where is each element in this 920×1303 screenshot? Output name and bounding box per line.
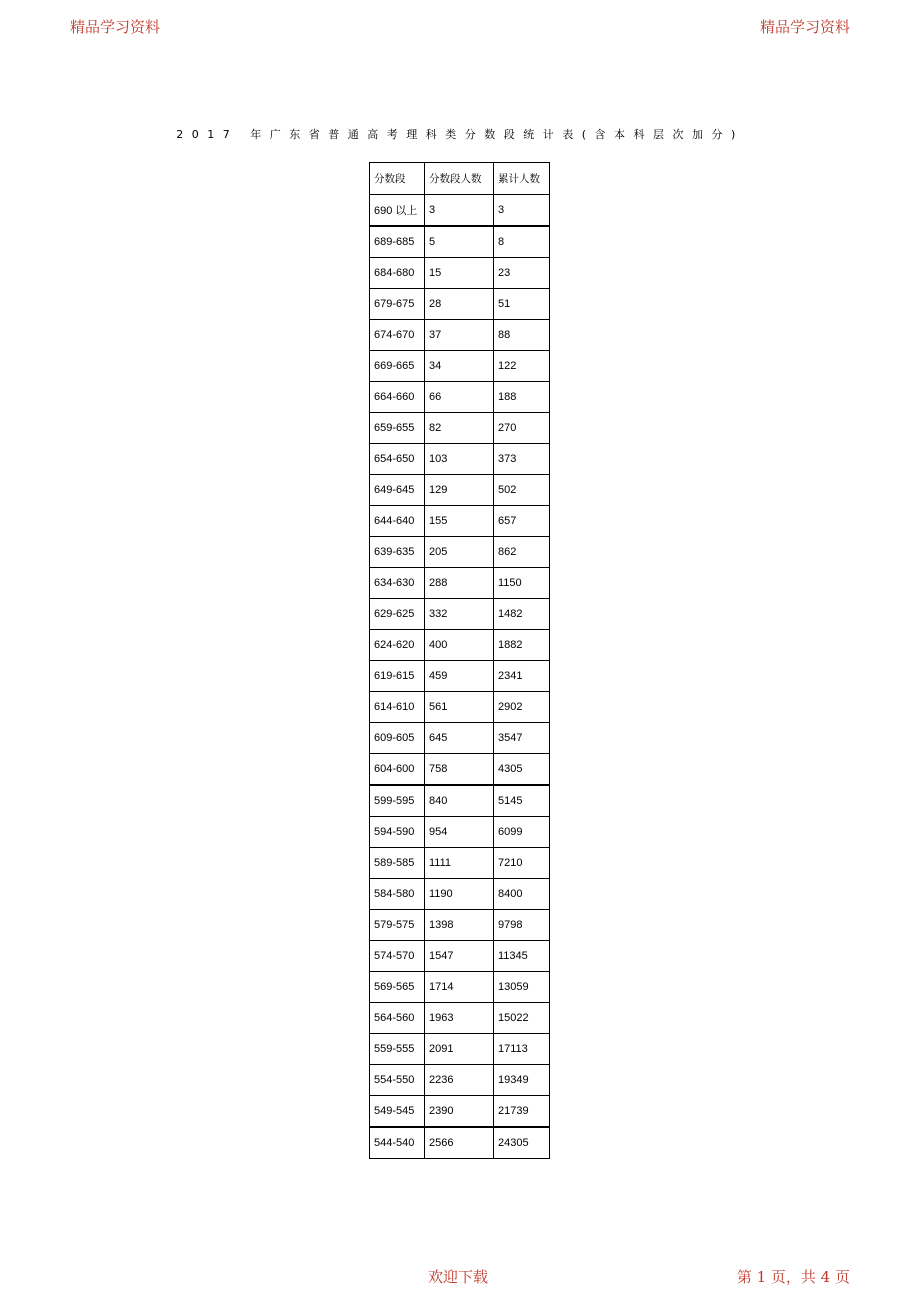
header-watermark-right: 精品学习资料 xyxy=(759,18,850,36)
table-row xyxy=(370,568,550,599)
cell-count: 82 xyxy=(425,413,494,444)
table-body xyxy=(370,195,550,1159)
cell-score-range: 609-605 xyxy=(370,723,425,754)
cell-score-range: 564-560 xyxy=(370,1003,425,1034)
cell-cumulative: 3547 xyxy=(494,723,550,754)
table-row xyxy=(370,226,550,258)
table-row xyxy=(370,972,550,1003)
cell-cumulative: 51 xyxy=(494,289,550,320)
table-row xyxy=(370,1034,550,1065)
cell-cumulative: 8400 xyxy=(494,879,550,910)
cell-cumulative: 8 xyxy=(494,226,550,258)
cell-count: 205 xyxy=(425,537,494,568)
cell-score-range: 614-610 xyxy=(370,692,425,723)
table-row xyxy=(370,320,550,351)
cell-count: 1547 xyxy=(425,941,494,972)
cell-cumulative: 23 xyxy=(494,258,550,289)
table-row xyxy=(370,817,550,848)
column-header-cumulative: 累计人数 xyxy=(494,163,550,195)
cell-count: 34 xyxy=(425,351,494,382)
cell-score-range: 624-620 xyxy=(370,630,425,661)
cell-count: 288 xyxy=(425,568,494,599)
cell-cumulative: 7210 xyxy=(494,848,550,879)
footer-page-number: 第 1 页，共 4 页 xyxy=(736,1268,850,1286)
table-row xyxy=(370,599,550,630)
table-row xyxy=(370,475,550,506)
cell-count: 954 xyxy=(425,817,494,848)
table-row xyxy=(370,195,550,227)
table-row xyxy=(370,351,550,382)
cell-cumulative: 188 xyxy=(494,382,550,413)
cell-cumulative: 1482 xyxy=(494,599,550,630)
cell-count: 103 xyxy=(425,444,494,475)
cell-cumulative: 270 xyxy=(494,413,550,444)
cell-cumulative: 15022 xyxy=(494,1003,550,1034)
cell-count: 1714 xyxy=(425,972,494,1003)
cell-count: 758 xyxy=(425,754,494,786)
table-row xyxy=(370,1065,550,1096)
cell-count: 2091 xyxy=(425,1034,494,1065)
cell-count: 561 xyxy=(425,692,494,723)
cell-count: 332 xyxy=(425,599,494,630)
cell-count: 155 xyxy=(425,506,494,537)
cell-count: 1111 xyxy=(425,848,494,879)
cell-cumulative: 21739 xyxy=(494,1096,550,1128)
cell-cumulative: 11345 xyxy=(494,941,550,972)
cell-cumulative: 3 xyxy=(494,195,550,227)
cell-score-range: 679-675 xyxy=(370,289,425,320)
score-distribution-table xyxy=(369,162,550,1159)
cell-cumulative: 502 xyxy=(494,475,550,506)
cell-count: 66 xyxy=(425,382,494,413)
document-title: 2017 年广东省普通高考理科类分数段统计表(含本科层次加分) xyxy=(176,128,744,141)
cell-cumulative: 122 xyxy=(494,351,550,382)
table-row xyxy=(370,941,550,972)
cell-cumulative: 657 xyxy=(494,506,550,537)
cell-score-range: 639-635 xyxy=(370,537,425,568)
cell-cumulative: 2902 xyxy=(494,692,550,723)
cell-count: 5 xyxy=(425,226,494,258)
cell-score-range: 574-570 xyxy=(370,941,425,972)
cell-score-range: 599-595 xyxy=(370,785,425,817)
table-row xyxy=(370,692,550,723)
cell-score-range: 634-630 xyxy=(370,568,425,599)
table-row xyxy=(370,848,550,879)
cell-score-range: 604-600 xyxy=(370,754,425,786)
cell-cumulative: 5145 xyxy=(494,785,550,817)
cell-score-range: 649-645 xyxy=(370,475,425,506)
cell-count: 840 xyxy=(425,785,494,817)
cell-cumulative: 1150 xyxy=(494,568,550,599)
cell-count: 1963 xyxy=(425,1003,494,1034)
table-row xyxy=(370,661,550,692)
table-row xyxy=(370,413,550,444)
cell-score-range: 629-625 xyxy=(370,599,425,630)
table-row xyxy=(370,258,550,289)
cell-count: 1398 xyxy=(425,910,494,941)
table-row xyxy=(370,910,550,941)
cell-score-range: 669-665 xyxy=(370,351,425,382)
table-row xyxy=(370,754,550,786)
cell-count: 645 xyxy=(425,723,494,754)
cell-cumulative: 4305 xyxy=(494,754,550,786)
header-watermark-left: 精品学习资料 xyxy=(70,18,161,36)
table-row xyxy=(370,537,550,568)
column-header-count: 分数段人数 xyxy=(425,163,494,195)
cell-count: 459 xyxy=(425,661,494,692)
table-row xyxy=(370,630,550,661)
cell-cumulative: 19349 xyxy=(494,1065,550,1096)
cell-score-range: 559-555 xyxy=(370,1034,425,1065)
cell-score-range: 654-650 xyxy=(370,444,425,475)
cell-score-range: 684-680 xyxy=(370,258,425,289)
cell-cumulative: 24305 xyxy=(494,1127,550,1159)
cell-count: 37 xyxy=(425,320,494,351)
cell-score-range: 644-640 xyxy=(370,506,425,537)
cell-score-range: 594-590 xyxy=(370,817,425,848)
cell-score-range: 584-580 xyxy=(370,879,425,910)
cell-score-range: 544-540 xyxy=(370,1127,425,1159)
cell-count: 2236 xyxy=(425,1065,494,1096)
cell-cumulative: 862 xyxy=(494,537,550,568)
footer-download-text: 欢迎下载 xyxy=(428,1268,489,1286)
cell-count: 3 xyxy=(425,195,494,227)
cell-score-range: 569-565 xyxy=(370,972,425,1003)
cell-cumulative: 2341 xyxy=(494,661,550,692)
table-row xyxy=(370,289,550,320)
table-row xyxy=(370,723,550,754)
column-header-score-range: 分数段 xyxy=(370,163,425,195)
cell-score-range: 549-545 xyxy=(370,1096,425,1128)
table-row xyxy=(370,785,550,817)
cell-score-range: 619-615 xyxy=(370,661,425,692)
cell-count: 15 xyxy=(425,258,494,289)
cell-cumulative: 373 xyxy=(494,444,550,475)
cell-count: 2390 xyxy=(425,1096,494,1128)
cell-count: 400 xyxy=(425,630,494,661)
table-row xyxy=(370,879,550,910)
cell-score-range: 659-655 xyxy=(370,413,425,444)
cell-score-range: 589-585 xyxy=(370,848,425,879)
cell-cumulative: 13059 xyxy=(494,972,550,1003)
table-row xyxy=(370,1003,550,1034)
cell-cumulative: 17113 xyxy=(494,1034,550,1065)
cell-cumulative: 6099 xyxy=(494,817,550,848)
table-row xyxy=(370,444,550,475)
cell-cumulative: 9798 xyxy=(494,910,550,941)
cell-cumulative: 1882 xyxy=(494,630,550,661)
table-header-row xyxy=(370,163,550,195)
cell-count: 28 xyxy=(425,289,494,320)
cell-count: 129 xyxy=(425,475,494,506)
cell-score-range: 674-670 xyxy=(370,320,425,351)
table-row xyxy=(370,506,550,537)
cell-score-range: 690 以上 xyxy=(370,195,425,227)
cell-cumulative: 88 xyxy=(494,320,550,351)
cell-score-range: 664-660 xyxy=(370,382,425,413)
table-row xyxy=(370,1096,550,1128)
table-row xyxy=(370,382,550,413)
cell-score-range: 554-550 xyxy=(370,1065,425,1096)
cell-score-range: 579-575 xyxy=(370,910,425,941)
table-row xyxy=(370,1127,550,1159)
cell-count: 2566 xyxy=(425,1127,494,1159)
cell-score-range: 689-685 xyxy=(370,226,425,258)
cell-count: 1190 xyxy=(425,879,494,910)
